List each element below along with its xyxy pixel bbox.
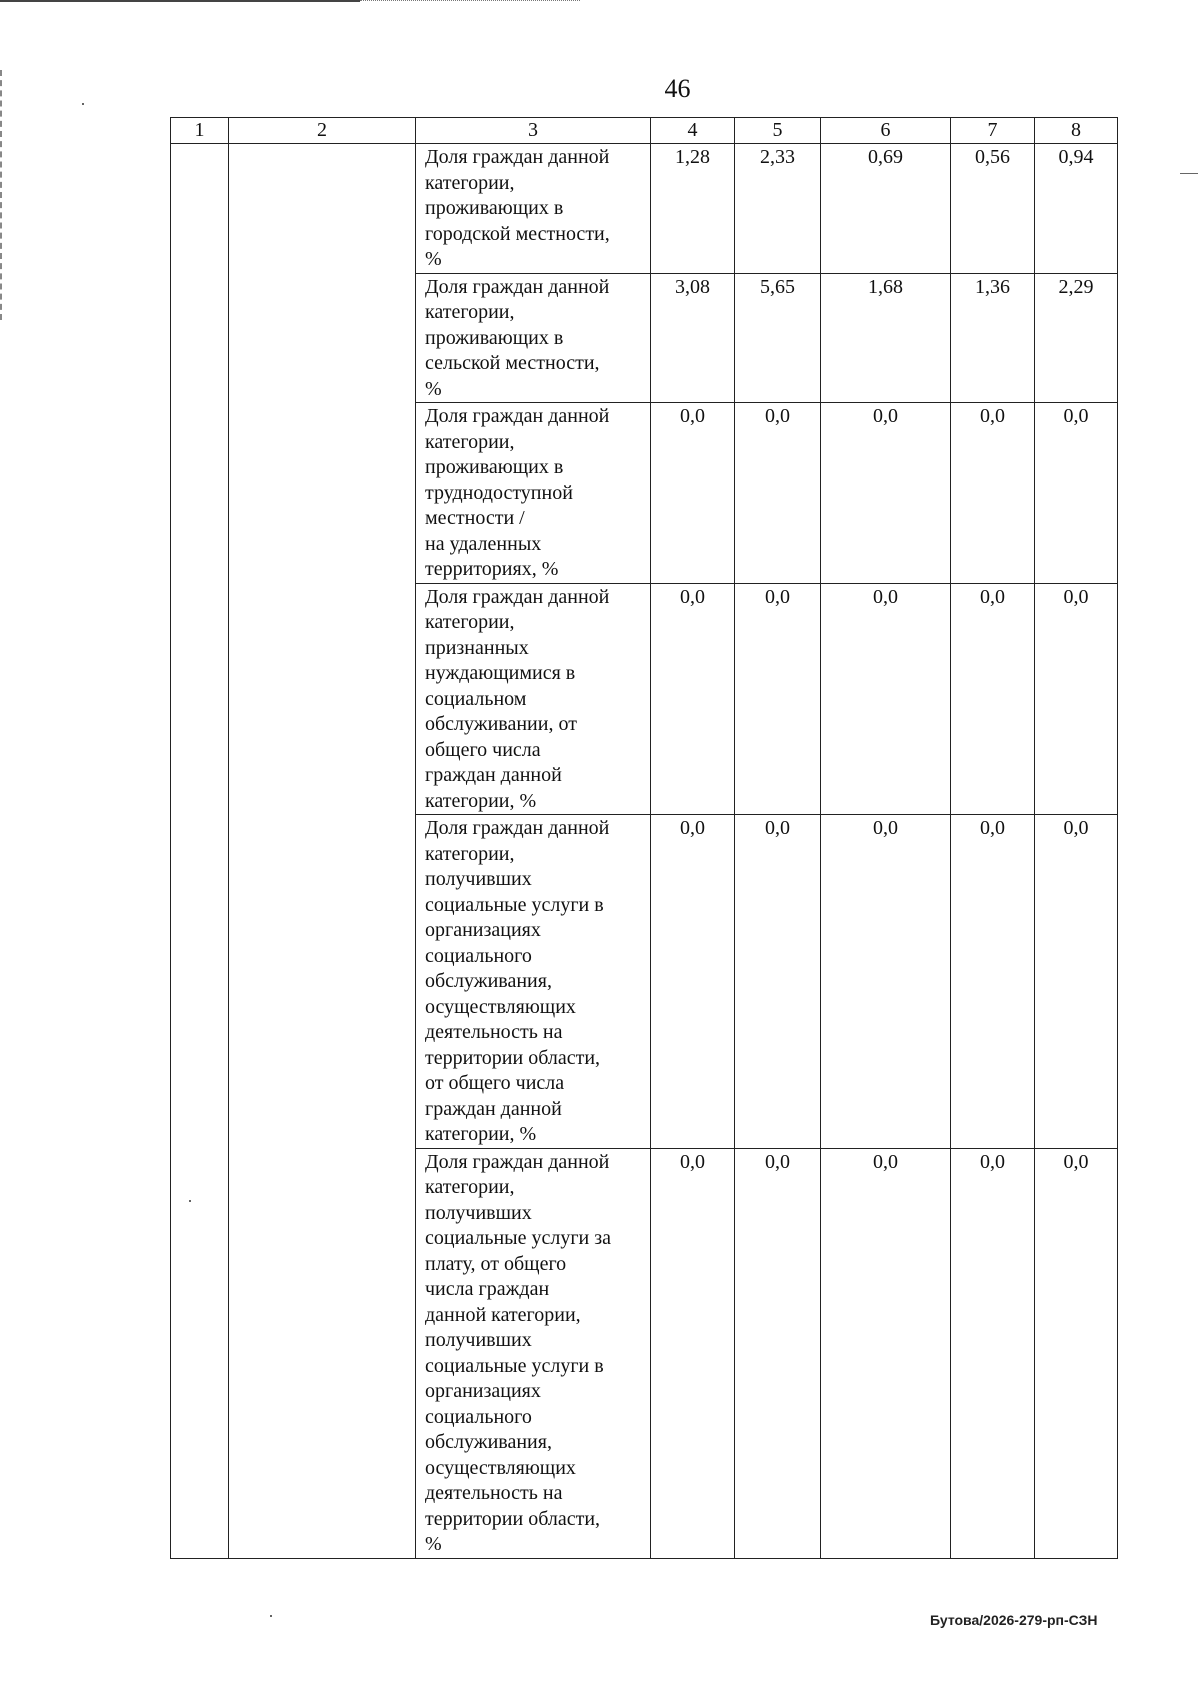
value-cell: 0,0	[821, 1148, 951, 1558]
description-line: категории,	[425, 430, 515, 453]
description-line: социальном	[425, 687, 527, 710]
value-cell: 0,0	[1035, 403, 1118, 584]
value-cell: 5,65	[735, 273, 821, 403]
scan-artifact-top-line	[0, 0, 360, 2]
description-line: территориях, %	[425, 558, 559, 580]
description-line: проживающих в	[425, 326, 564, 349]
description-line: %	[425, 248, 442, 270]
value-cell: 0,0	[951, 583, 1035, 815]
scan-artifact-top-dotted	[360, 0, 580, 1]
description-line: категории,	[425, 842, 515, 865]
value-cell: 0,0	[951, 815, 1035, 1149]
description-line: организациях	[425, 919, 541, 941]
description-line: Доля граждан данной	[425, 585, 610, 608]
description-line: Доля граждан данной	[425, 146, 610, 168]
value-cell: 0,0	[1035, 583, 1118, 815]
value-cell: 0,0	[651, 583, 735, 815]
description-line: граждан данной	[425, 1097, 562, 1120]
table-row	[171, 144, 1118, 274]
value-cell: 0,56	[951, 144, 1035, 274]
value-cell: 0,0	[951, 403, 1035, 584]
column-header: 2	[229, 118, 416, 144]
scan-artifact-left-edge	[0, 70, 2, 320]
value-cell: 0,69	[821, 144, 951, 274]
indicator-table	[170, 117, 1118, 1559]
value-cell: 0,94	[1035, 144, 1118, 274]
description-line: проживающих в	[425, 197, 564, 219]
table-body	[171, 144, 1118, 1559]
description-line: обслуживания,	[425, 970, 552, 992]
scan-speck	[270, 1615, 272, 1617]
value-cell: 3,08	[651, 273, 735, 403]
description-line: Доля граждан данной	[425, 1150, 610, 1173]
indicator-description	[416, 403, 651, 584]
page-number: 46	[664, 74, 691, 103]
column-header: 7	[951, 118, 1035, 144]
description-line: категории,	[425, 301, 515, 323]
value-cell: 0,0	[651, 1148, 735, 1558]
description-line: сельской местности,	[425, 352, 600, 374]
description-line: территории области,	[425, 1046, 601, 1069]
description-line: на удаленных	[425, 532, 542, 555]
description-line: обслуживания,	[425, 1431, 552, 1453]
description-line: от общего числа	[425, 1072, 565, 1094]
indicator-description	[416, 144, 651, 274]
description-line: социального	[425, 944, 532, 967]
indicator-description	[416, 1148, 651, 1558]
description-line: деятельность на	[425, 1021, 563, 1043]
description-line: категории, %	[425, 1123, 537, 1145]
description-line: местности /	[425, 507, 525, 529]
description-line: Доля граждан данной	[425, 275, 610, 298]
description-line: нуждающимися в	[425, 662, 576, 684]
description-line: организациях	[425, 1380, 541, 1402]
description-line: числа граждан	[425, 1278, 550, 1300]
value-cell: 0,0	[735, 583, 821, 815]
description-line: социального	[425, 1405, 532, 1428]
indicator-description	[416, 815, 651, 1149]
value-cell: 0,0	[821, 815, 951, 1149]
value-cell: 0,0	[1035, 1148, 1118, 1558]
description-line: категории,	[425, 1176, 515, 1198]
column-header: 6	[821, 118, 951, 144]
description-line: территории области,	[425, 1507, 601, 1530]
column-header: 4	[651, 118, 735, 144]
description-line: общего числа	[425, 738, 541, 761]
value-cell: 2,33	[735, 144, 821, 274]
description-line: обслуживании, от	[425, 713, 577, 735]
description-line: Доля граждан данной	[425, 405, 610, 427]
column-header: 1	[171, 118, 229, 144]
description-line: получивших	[425, 1329, 532, 1351]
description-line: проживающих в	[425, 456, 564, 478]
description-line: категории,	[425, 611, 515, 633]
description-line: признанных	[425, 636, 529, 659]
value-cell: 0,0	[821, 403, 951, 584]
description-line: плату, от общего	[425, 1252, 567, 1275]
column-header: 3	[416, 118, 651, 144]
description-line: %	[425, 1533, 442, 1555]
description-line: данной категории,	[425, 1303, 581, 1326]
col1-merged-cell	[171, 144, 229, 1559]
table-header-row	[171, 118, 1118, 144]
indicator-description	[416, 273, 651, 403]
document-reference-code: Бутова/2026-279-рп-СЗН	[930, 1612, 1098, 1628]
description-line: труднодоступной	[425, 481, 573, 504]
value-cell: 0,0	[735, 403, 821, 584]
column-header: 8	[1035, 118, 1118, 144]
value-cell: 0,0	[735, 1148, 821, 1558]
scan-artifact-right-mark	[1180, 173, 1198, 174]
description-line: городской местности,	[425, 222, 610, 245]
description-line: граждан данной	[425, 764, 562, 786]
description-line: социальные услуги за	[425, 1227, 611, 1249]
value-cell: 1,68	[821, 273, 951, 403]
indicator-description	[416, 583, 651, 815]
page-number-wrap	[0, 74, 1200, 104]
value-cell: 1,36	[951, 273, 1035, 403]
value-cell: 0,0	[1035, 815, 1118, 1149]
description-line: Доля граждан данной	[425, 817, 610, 839]
value-cell: 0,0	[651, 403, 735, 584]
description-line: осуществляющих	[425, 995, 576, 1018]
column-header: 5	[735, 118, 821, 144]
description-line: осуществляющих	[425, 1456, 576, 1479]
col2-merged-cell	[229, 144, 416, 1559]
value-cell: 0,0	[951, 1148, 1035, 1558]
value-cell: 0,0	[651, 815, 735, 1149]
description-line: социальные услуги в	[425, 893, 604, 916]
description-line: получивших	[425, 1201, 532, 1224]
value-cell: 0,0	[735, 815, 821, 1149]
description-line: категории, %	[425, 789, 537, 812]
description-line: получивших	[425, 868, 532, 890]
value-cell: 0,0	[821, 583, 951, 815]
description-line: категории,	[425, 171, 515, 194]
description-line: социальные услуги в	[425, 1354, 604, 1377]
description-line: %	[425, 377, 442, 400]
value-cell: 1,28	[651, 144, 735, 274]
description-line: деятельность на	[425, 1482, 563, 1504]
value-cell: 2,29	[1035, 273, 1118, 403]
